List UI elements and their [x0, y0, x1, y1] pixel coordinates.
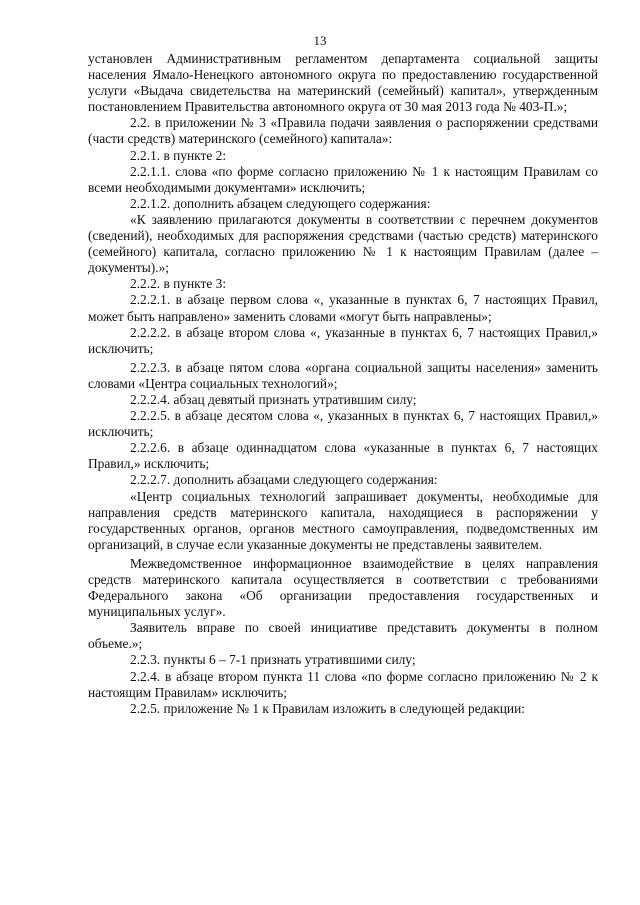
paragraph-3: 2.2.1. в пункте 2:	[130, 147, 227, 163]
paragraph-18: 2.2.3. пункты 6 – 7-1 признать утратившими силу;	[130, 652, 416, 668]
paragraph-1: установлен Административным регламентом департамента социальной защиты населения Ямало-Ненецкого автономного округа по предоставлению государственной услуги «Выдача свидетельства на материнский (семейный) капитал», утвержденным постановлением Правительства автономного округа от 30 мая 2013 года № 403-П.»;	[88, 51, 598, 115]
paragraph-8: 2.2.2.1. в абзаце первом слова «, указанные в пунктах 6, 7 настоящих Правил, может быть направлено» заменить словами «могут быть направлены»;	[88, 292, 598, 324]
paragraph-5: 2.2.1.2. дополнить абзацем следующего содержания:	[130, 195, 431, 211]
paragraph-9: 2.2.2.2. в абзаце втором слова «, указанные в пунктах 6, 7 настоящих Правил,» исключить;	[88, 324, 598, 356]
page-number: 13	[313, 33, 327, 48]
paragraph-11: 2.2.2.4. абзац девятый признать утратившим силу;	[130, 391, 417, 407]
paragraph-19: 2.2.4. в абзаце втором пункта 11 слова «по форме согласно приложению № 2 к настоящим Правилам» исключить;	[88, 668, 598, 700]
paragraph-4: 2.2.1.1. слова «по форме согласно приложению № 1 к настоящим Правилам со всеми необходимыми документами» исключить;	[88, 163, 598, 195]
paragraph-10: 2.2.2.3. в абзаце пятом слова «органа социальной защиты населения» заменить словами «Центра социальных технологий»;	[88, 359, 598, 391]
document-body	[88, 51, 598, 717]
paragraph-15: «Центр социальных технологий запрашивает документы, необходимые для направления средств материнского капитала, находящиеся в распоряжении у государственных органов, органов местного самоуправления, подведомственных им организаций, в случае если указанные документы не представлены заявителем.	[88, 488, 598, 552]
paragraph-2: 2.2. в приложении № 3 «Правила подачи заявления о распоряжении средствами (части средств) материнского (семейного) капитала»:	[88, 115, 598, 147]
paragraph-16: Межведомственное информационное взаимодействие в целях направления средств материнского капитала осуществляется в соответствии с требованиями Федерального закона «Об организации предоставления государственных и муниципальных услуг».	[88, 555, 598, 620]
paragraph-20: 2.2.5. приложение № 1 к Правилам изложить в следующей редакции:	[130, 700, 525, 716]
paragraph-7: 2.2.2. в пункте 3:	[130, 276, 227, 292]
paragraph-12: 2.2.2.5. в абзаце десятом слова «, указанных в пунктах 6, 7 настоящих Правил,» исключить;	[88, 408, 598, 440]
paragraph-17: Заявитель вправе по своей инициативе представить документы в полном объеме.»;	[88, 620, 598, 652]
paragraph-6: «К заявлению прилагаются документы в соответствии с перечнем документов (сведений), необходимых для распоряжения средствами (частью средств) материнского (семейного) капитала, согласно приложению № 1 к настоящим Правилам (далее – документы).»;	[88, 211, 598, 276]
paragraph-13: 2.2.2.6. в абзаце одиннадцатом слова «указанные в пунктах 6, 7 настоящих Правил,» исключить;	[88, 440, 598, 472]
paragraph-14: 2.2.2.7. дополнить абзацами следующего содержания:	[130, 472, 438, 488]
